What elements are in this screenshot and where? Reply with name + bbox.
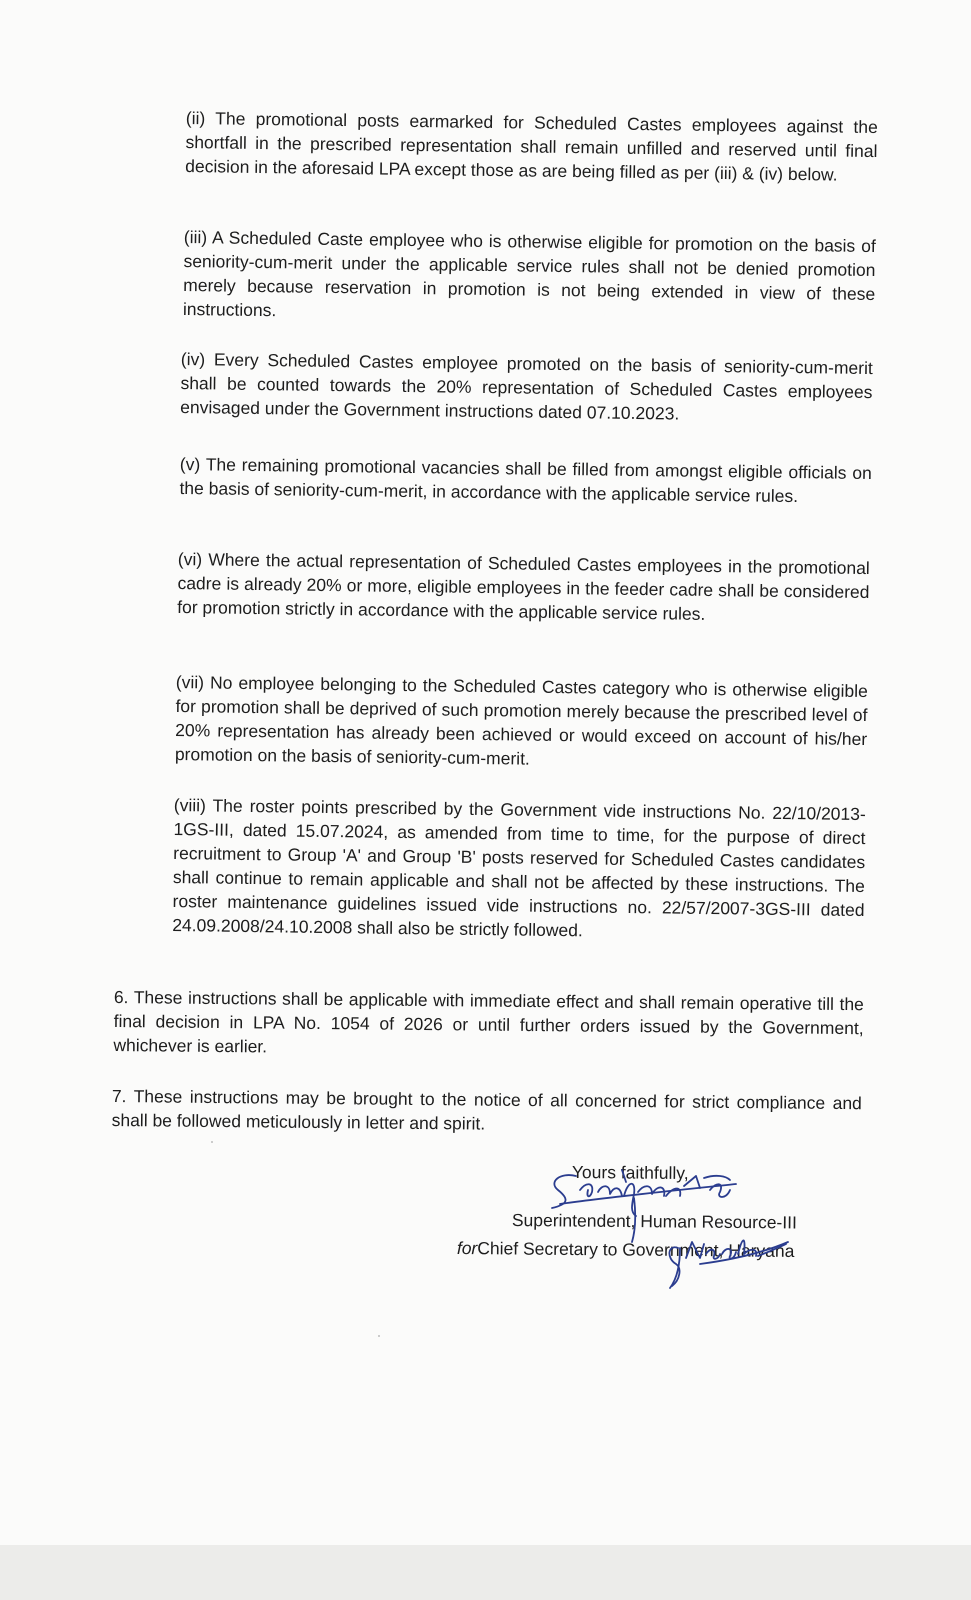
handwritten-signature (540, 1168, 800, 1308)
clause-viii: (viii) The roster points prescribed by the Government vide instructions No. 22/10/2013-1GS-III, dated 15.07.2024, as amended from time to time, for the purpose of direct recruitment to Group 'A' and Group 'B' posts reserved for Scheduled Castes candidates shall continue to remain applicable and shall not be affected by these instructions. The roster maintenance guidelines issued vide instructions no. 22/57/2007-3GS-III dated 24.09.2008/24.10.2008 shall also be strictly followed. (172, 794, 866, 941)
scan-bottom-margin (0, 1545, 971, 1600)
for-line-text: Chief Secretary to Government, Haryana (477, 1238, 795, 1261)
clause-vi: (vi) Where the actual representation of Scheduled Castes employees in the promotional cadre is already 20% or more, eligible employees in the feeder cadre shall be considered for promotion strictly in accordance with the applicable service rules. (177, 548, 870, 624)
for-prefix: for (456, 1237, 478, 1259)
closing-salutation: Yours faithfully, (571, 1161, 689, 1184)
scan-speck (211, 1141, 213, 1143)
paragraph-6: 6. These instructions shall be applicable with immediate effect and shall remain operative till the final decision in LPA No. 1054 of 2026 or until further orders issued by the Government, whichever is earlier. (113, 986, 864, 1057)
clause-iv: (iv) Every Scheduled Castes employee promoted on the basis of seniority-cum-merit shall be counted towards the 20% representation of Scheduled Castes employees envisaged under the Government instructions dated 07.10.2023. (180, 348, 873, 424)
paragraph-7: 7. These instructions may be brought to the notice of all concerned for strict compliance and shall be followed meticulously in letter and spirit. (111, 1085, 862, 1134)
clause-iii: (iii) A Scheduled Caste employee who is otherwise eligible for promotion on the basis of seniority-cum-merit under the applicable service rules shall not be denied promotion merely because reservation in promotion is not being extended in view of these instructions. (182, 226, 876, 321)
clause-ii: (ii) The promotional posts earmarked for Scheduled Castes employees against the shortfall in the prescribed representation shall remain unfilled and reserved until final decision in the aforesaid LPA except those as are being filled as per (iii) & (iv) below. (185, 107, 878, 185)
clause-vii: (vii) No employee belonging to the Scheduled Castes category who is otherwise eligible for promotion shall be deprived of such promotion merely because the prescribed level of 20% representation has already been achieved or would exceed on account of his/her promotion on the basis of seniority-cum-merit. (174, 671, 868, 769)
clause-v: (v) The remaining promotional vacancies shall be filled from amongst eligible officials on the basis of seniority-cum-merit, in accordance with the applicable service rules. (179, 453, 872, 507)
scan-speck (378, 1335, 380, 1337)
designation-line: Superintendent, Human Resource-III (511, 1209, 798, 1233)
